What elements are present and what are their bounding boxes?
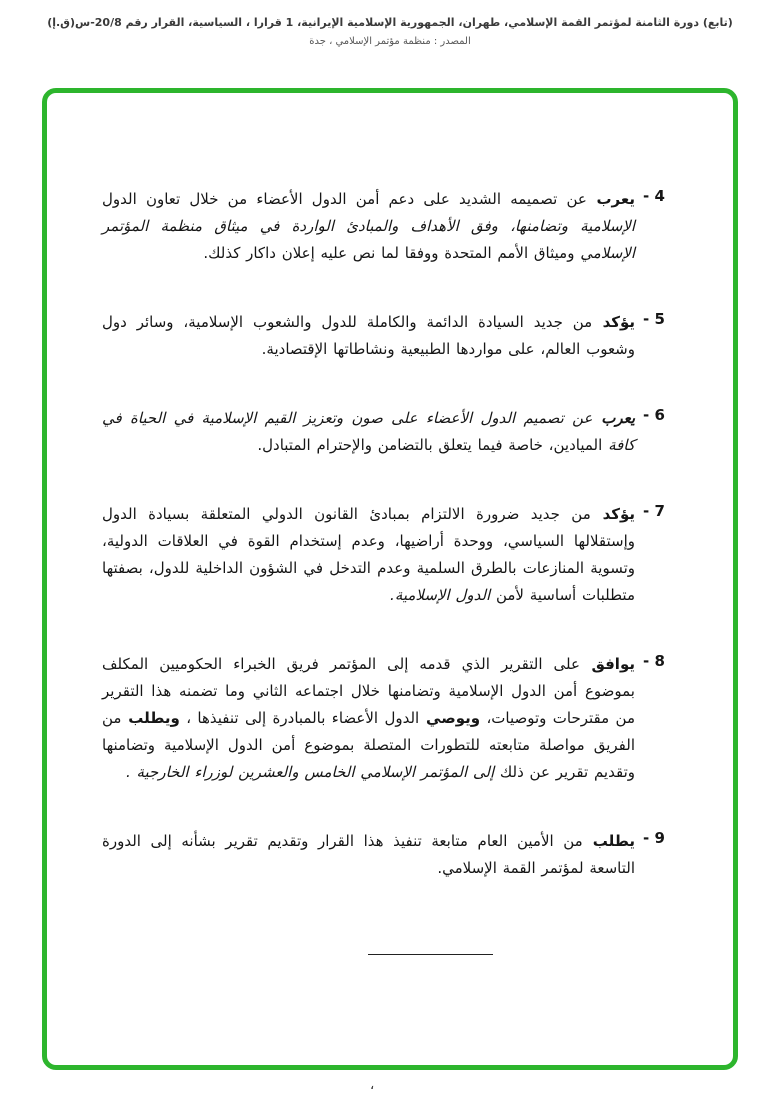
paragraph-4 xyxy=(102,186,693,267)
paragraph-text xyxy=(102,828,635,882)
paragraph-text xyxy=(102,501,635,609)
operative-word: ويطلب xyxy=(121,709,180,727)
operative-word: يعرب xyxy=(586,190,635,208)
paragraph-5 xyxy=(102,309,693,363)
paragraph-segment: من الفريق مواصلة متابعته للتطورات المتصلة بموضوع أمن الدول الإسلامية وتضامنها وتقديم تقرير عن ذلك xyxy=(102,709,635,781)
operative-word: يطلب xyxy=(582,832,636,850)
paragraph-number: - 6 xyxy=(643,406,665,424)
paragraph-segment: عن تصميمه الشديد على دعم أمن الدول الأعضاء من خلال تعاون الدول xyxy=(102,190,587,208)
paragraph-number: - 9 xyxy=(643,829,665,847)
paragraph-number: - 8 xyxy=(643,652,665,670)
paragraph-segment: من جديد السيادة الدائمة والكاملة للدول والشعوب الإسلامية، وسائر دول وشعوب العالم، على مواردها الطبيعية ونشاطاتها الإقتصادية. xyxy=(102,313,635,358)
paragraph-segment: من جديد ضرورة الالتزام بمبادئ القانون الدولي المتعلقة بسيادة الدول وإستقلالها السياسي، ووحدة أراضيها، وعدم إستخدام القوة في العلاقات الدولية، وتسوية المنازعات بالطرق السلمية وعدم التدخل في الشؤون الداخلية للدول، بصفتها متطلبات أساسية لأمن xyxy=(102,505,635,604)
paragraph-text xyxy=(102,405,635,459)
operative-word: يؤكد xyxy=(592,313,635,331)
paragraph-segment: الميادين، خاصة فيما يتعلق بالتضامن والإحترام المتبادل. xyxy=(257,436,603,454)
document-frame xyxy=(42,88,738,1070)
paragraph-segment: وميثاق الأمم المتحدة ووفقا لما نص عليه إعلان داكار كذلك. xyxy=(203,244,575,262)
operative-word: يعرب xyxy=(592,409,636,427)
document-header xyxy=(40,14,740,50)
footer-mark: ، xyxy=(370,1078,375,1093)
header-source-line: المصدر : منظمة مؤتمر الإسلامي ، جدة xyxy=(309,35,471,47)
paragraph-segment: الدول الأعضاء بالمبادرة إلى تنفيذها ، xyxy=(179,709,420,727)
paragraph-text xyxy=(102,309,635,363)
section-divider xyxy=(368,954,493,955)
paragraph-segment: الدول الإسلامية. xyxy=(390,586,491,604)
document-body xyxy=(47,93,733,1065)
paragraph-8 xyxy=(102,651,693,786)
paragraph-segment: الإسلامية وتضامنها، وفق الأهداف والمبادئ الواردة في ميثاق منظمة المؤتمر الإسلامي xyxy=(102,217,635,262)
paragraph-number: - 4 xyxy=(643,187,665,205)
paragraph-segment: من الأمين العام متابعة تنفيذ هذا القرار وتقديم تقرير بشأنه إلى الدورة التاسعة لمؤتمر القمة الإسلامي. xyxy=(102,832,635,877)
paragraph-number: - 5 xyxy=(643,310,665,328)
paragraph-9 xyxy=(102,828,693,882)
paragraph-7 xyxy=(102,501,693,609)
paragraph-6 xyxy=(102,405,693,459)
paragraph-text xyxy=(102,651,635,786)
operative-word: يؤكد xyxy=(590,505,635,523)
paragraph-segment: على التقرير الذي قدمه إلى المؤتمر فريق الخبراء الحكوميين المكلف بموضوع أمن الدول الإسلامية وتضامنها خلال اجتماعه الثاني وما تضمنه هذا التقرير من مقترحات وتوصيات، xyxy=(102,655,635,727)
paragraphs xyxy=(102,186,693,882)
paragraph-segment: عن تصميم الدول الأعضاء على صون وتعزيز القيم الإسلامية في الحياة في كافة xyxy=(102,409,635,454)
operative-word: ويوصي xyxy=(419,709,481,727)
operative-word: يوافق xyxy=(579,655,635,673)
paragraph-number: - 7 xyxy=(643,502,665,520)
paragraph-segment: إلى المؤتمر الإسلامي الخامس والعشرين لوزراء الخارجية . xyxy=(125,763,495,781)
paragraph-text xyxy=(102,186,635,267)
header-reference-line: (تابع) دورة الثامنة لمؤتمر القمة الإسلامي، طهران، الجمهورية الإسلامية الإيرانية، 1 قرارا ، السياسية، القرار رقم 20/8-س(ق.إ) xyxy=(47,16,733,29)
